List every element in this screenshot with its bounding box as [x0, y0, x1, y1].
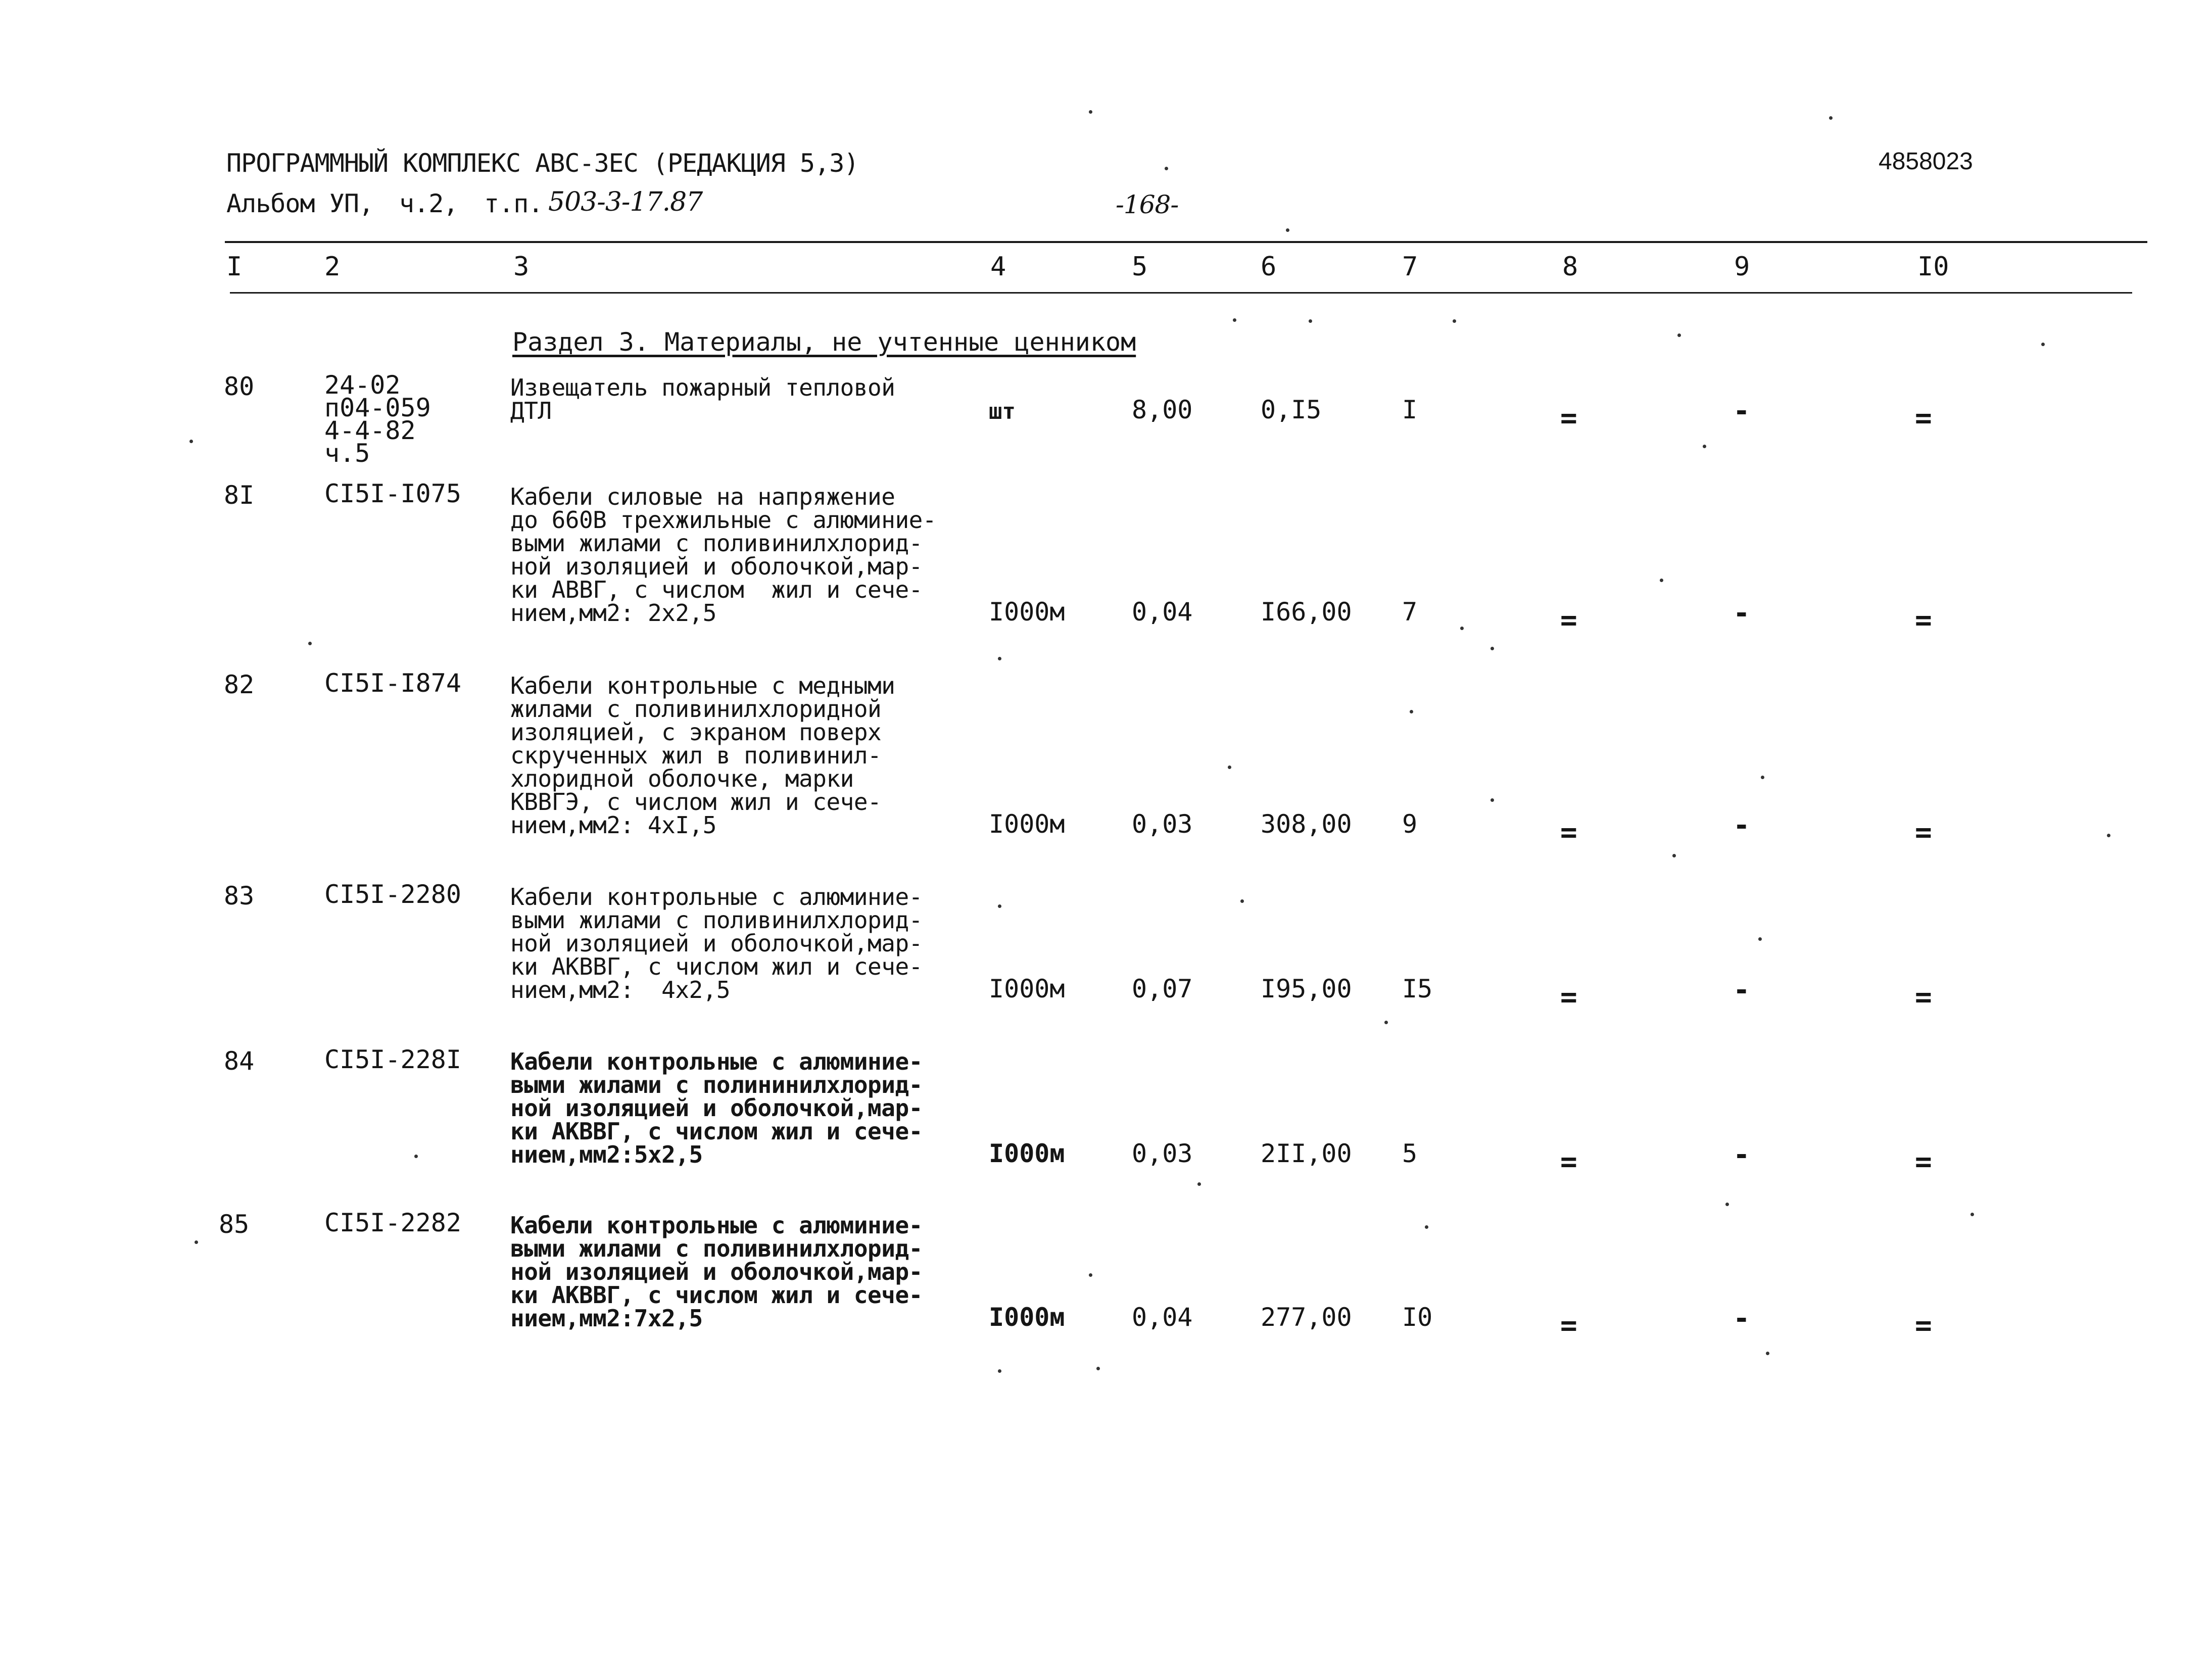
row-col5: 0,07: [1132, 974, 1193, 1003]
row-description-line: ной изоляцией и оболочкой,мар-: [510, 1258, 923, 1285]
scan-speck: [1490, 798, 1494, 802]
scan-speck: [1460, 627, 1464, 630]
row-description-line: ной изоляцией и оболочкой,мар-: [510, 930, 923, 957]
scan-speck: [1096, 1367, 1100, 1370]
scan-speck: [998, 904, 1001, 908]
scan-speck: [1089, 110, 1092, 114]
row-col5: 0,03: [1132, 1139, 1193, 1168]
row-col6: 277,00: [1261, 1303, 1352, 1332]
row-description-line: выми жилами с поливинилхлорид-: [510, 906, 923, 934]
row-description-line: нием,мм2: 4xI,5: [510, 811, 716, 839]
row-description-line: выми жилами с поливинилхлорид-: [510, 530, 923, 557]
scan-speck: [1725, 1203, 1729, 1206]
scan-speck: [1829, 116, 1833, 120]
table-top-rule: [225, 241, 2147, 243]
row-code-line: 4-4-82: [324, 416, 416, 445]
row-description-line: ДТЛ: [510, 397, 552, 424]
row-description-line: Извещатель пожарный тепловой: [510, 374, 895, 401]
scan-speck: [414, 1155, 418, 1158]
row-col5: 0,04: [1132, 1303, 1193, 1332]
scan-speck: [1758, 937, 1762, 941]
scan-speck: [1761, 776, 1764, 779]
row-col8: =: [1560, 604, 1577, 637]
row-col7: I5: [1402, 974, 1433, 1003]
row-col9: -: [1733, 974, 1750, 1007]
row-description-line: Кабели силовые на напряжение: [510, 483, 895, 510]
header-part: ч.2,: [399, 189, 458, 218]
section-title: Раздел 3. Материалы, не учтенные ценником: [512, 327, 1136, 357]
row-col10: =: [1915, 1145, 1932, 1178]
row-code-line: 24-02: [324, 370, 401, 400]
column-header-9: 9: [1734, 252, 1750, 282]
row-col8: =: [1560, 981, 1577, 1014]
row-unit: I000м: [989, 974, 1065, 1003]
column-header-5: 5: [1132, 252, 1148, 282]
scan-speck: [1286, 228, 1289, 232]
row-col8: =: [1560, 402, 1577, 435]
row-description-line: выми жилами с поливинилхлорид-: [510, 1235, 923, 1262]
column-header-1: I: [226, 252, 243, 282]
scan-speck: [1410, 710, 1413, 713]
row-col6: 0,I5: [1261, 395, 1322, 424]
row-col9: -: [1733, 395, 1750, 427]
row-code-line: ч.5: [324, 439, 370, 468]
row-number: 8I: [224, 481, 255, 510]
row-unit: I000м: [989, 597, 1065, 627]
scan-speck: [998, 1369, 1001, 1373]
row-description-line: нием,мм2: 2x2,5: [510, 599, 716, 627]
row-col6: I66,00: [1261, 597, 1352, 627]
column-header-8: 8: [1562, 252, 1578, 282]
header-tp-label: т.п.: [484, 189, 543, 218]
scan-speck: [1766, 1352, 1769, 1355]
scan-speck: [1425, 1225, 1428, 1229]
column-header-6: 6: [1261, 252, 1277, 282]
row-col7: I: [1402, 395, 1418, 424]
scan-speck: [1165, 167, 1168, 170]
row-col5: 0,03: [1132, 809, 1193, 839]
row-code-line: CI5I-I075: [324, 479, 461, 508]
row-col5: 8,00: [1132, 395, 1193, 424]
row-description-line: ной изоляцией и оболочкой,мар-: [510, 1094, 923, 1122]
header-tp-value: 503-3-17.87: [548, 187, 703, 217]
row-code-line: CI5I-2280: [324, 880, 461, 909]
scan-speck: [1677, 333, 1681, 337]
row-description-line: ной изоляцией и оболочкой,мар-: [510, 553, 923, 580]
row-col9: -: [1733, 1138, 1750, 1171]
row-number: 85: [219, 1210, 250, 1239]
header-program-title: ПРОГРАММНЫЙ КОМПЛЕКС АВС-ЗЕС (РЕДАКЦИЯ 5,3): [226, 149, 859, 178]
row-col10: =: [1915, 1309, 1932, 1342]
row-number: 80: [224, 372, 255, 401]
row-description-line: КВВГЭ, с числом жил и сече-: [510, 788, 882, 816]
row-col5: 0,04: [1132, 597, 1193, 627]
scan-speck: [1309, 319, 1312, 323]
scan-speck: [1703, 445, 1706, 448]
row-code-line: CI5I-I874: [324, 668, 461, 698]
row-description-line: до 660В трехжильные с алюминие-: [510, 506, 937, 534]
row-description-line: ки АКВВГ, с числом жил и сече-: [510, 1118, 923, 1145]
row-description-line: выми жилами с полининилхлорид-: [510, 1071, 923, 1098]
row-col10: =: [1915, 402, 1932, 435]
column-header-7: 7: [1402, 252, 1418, 282]
row-col7: 5: [1402, 1139, 1418, 1168]
row-description-line: ки АКВВГ, с числом жил и сече-: [510, 1281, 923, 1309]
scan-speck: [2041, 343, 2045, 346]
scan-speck: [1970, 1213, 1974, 1216]
row-description-line: нием,мм2: 4x2,5: [510, 976, 731, 1003]
row-unit: I000м: [989, 1303, 1065, 1332]
scan-speck: [2107, 834, 2110, 837]
row-col7: I0: [1402, 1303, 1433, 1332]
row-description-line: хлоридной оболочке, марки: [510, 765, 854, 792]
scan-speck: [308, 642, 312, 645]
row-unit: шт: [989, 399, 1016, 424]
row-description-line: ки АВВГ, с числом жил и сече-: [510, 576, 923, 603]
row-code-line: CI5I-228I: [324, 1045, 461, 1074]
row-col6: I95,00: [1261, 974, 1352, 1003]
page-number: -168-: [1116, 190, 1179, 219]
scan-speck: [1240, 899, 1244, 903]
row-col8: =: [1560, 1145, 1577, 1178]
column-header-2: 2: [324, 252, 341, 282]
scan-speck: [195, 1240, 198, 1244]
row-description-line: Кабели контрольные с алюминие-: [510, 1212, 923, 1239]
row-description-line: ки АКВВГ, с числом жил и сече-: [510, 953, 923, 980]
row-description-line: изоляцией, с экраном поверх: [510, 719, 882, 746]
row-col8: =: [1560, 1309, 1577, 1342]
row-unit: I000м: [989, 809, 1065, 839]
column-header-3: 3: [513, 252, 530, 282]
scan-speck: [189, 440, 193, 443]
row-col9: -: [1733, 809, 1750, 842]
document-number: 4858023: [1879, 148, 1973, 175]
row-description-line: скрученных жил в поливинил-: [510, 742, 882, 769]
row-col10: =: [1915, 604, 1932, 637]
row-col7: 9: [1402, 809, 1418, 839]
column-header-4: 4: [990, 252, 1006, 282]
scan-speck: [1233, 318, 1236, 322]
scan-speck: [998, 657, 1001, 660]
column-header-10: I0: [1917, 252, 1949, 282]
row-col10: =: [1915, 981, 1932, 1014]
row-number: 83: [224, 881, 255, 911]
row-col6: 308,00: [1261, 809, 1352, 839]
row-code-line: п04-059: [324, 393, 431, 422]
row-unit: I000м: [989, 1139, 1065, 1168]
row-col6: 2II,00: [1261, 1139, 1352, 1168]
row-description-line: Кабели контрольные с алюминие-: [510, 1048, 923, 1075]
row-description-line: нием,мм2:7x2,5: [510, 1305, 703, 1332]
scan-speck: [1197, 1182, 1201, 1186]
row-number: 82: [224, 670, 255, 699]
table-header-rule: [230, 292, 2132, 294]
scan-speck: [1228, 765, 1231, 769]
header-album: Альбом УП,: [226, 189, 374, 218]
row-description-line: нием,мм2:5x2,5: [510, 1141, 703, 1168]
scan-speck: [1660, 579, 1663, 582]
row-description-line: Кабели контрольные с медными: [510, 672, 895, 699]
row-description-line: Кабели контрольные с алюминие-: [510, 883, 923, 911]
scan-speck: [1384, 1021, 1388, 1024]
scan-speck: [1453, 319, 1456, 323]
row-col9: -: [1733, 1302, 1750, 1335]
scan-speck: [1089, 1273, 1092, 1277]
row-code-line: CI5I-2282: [324, 1208, 461, 1237]
row-col7: 7: [1402, 597, 1418, 627]
scan-speck: [1672, 854, 1676, 857]
row-col10: =: [1915, 816, 1932, 849]
row-description-line: жилами с поливинилхлоридной: [510, 695, 882, 723]
scan-speck: [1490, 647, 1494, 650]
row-col9: -: [1733, 597, 1750, 630]
row-number: 84: [224, 1046, 255, 1076]
row-col8: =: [1560, 816, 1577, 849]
